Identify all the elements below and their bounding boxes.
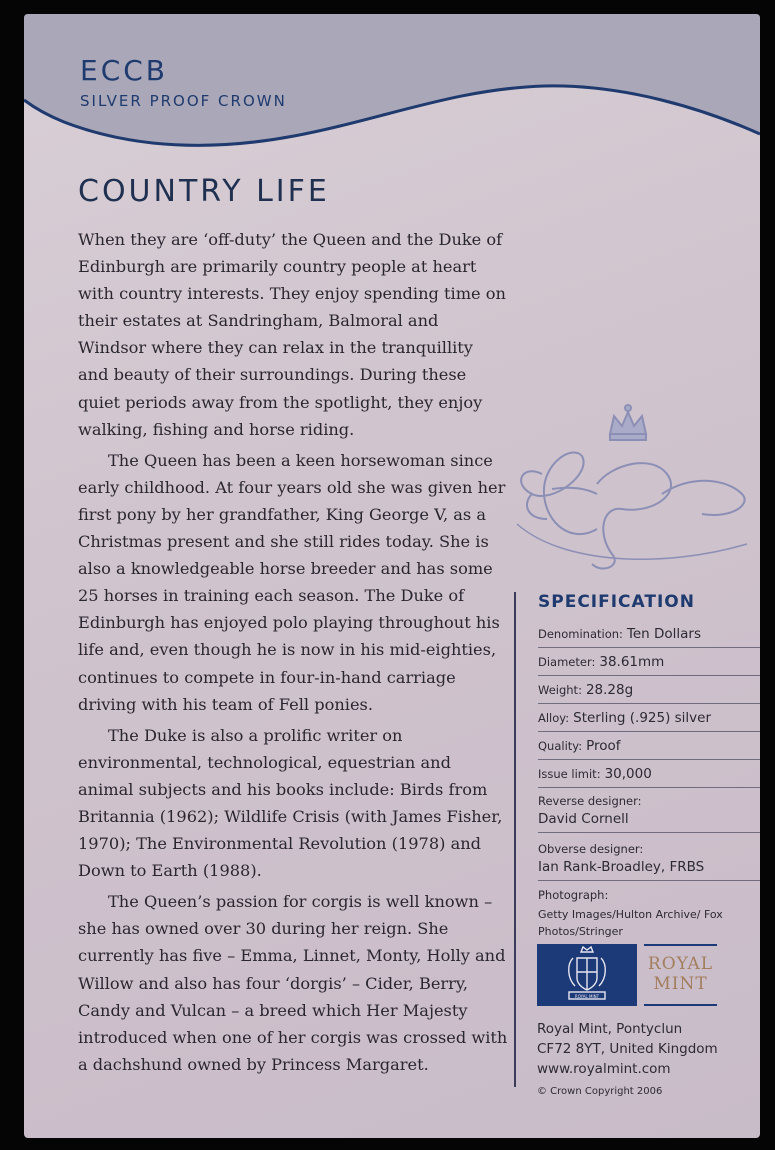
royal-mint-wordmark	[644, 944, 717, 1006]
spec-row-quality	[538, 732, 760, 760]
spec-row-alloy	[538, 704, 760, 732]
spec-label: Issue limit:	[538, 767, 601, 781]
spec-label: Alloy:	[538, 711, 570, 725]
royal-crest-icon	[537, 944, 637, 1006]
spec-value: Ten Dollars	[626, 626, 702, 642]
spec-value: Proof	[586, 738, 621, 754]
spec-label: Diameter:	[538, 655, 596, 669]
spec-label: Denomination:	[538, 627, 623, 641]
paragraph: The Queen’s passion for corgis is well known – she has owned over 30 during her reign. She currently has five – Emma, Linnet, Monty, Holly and Willow and also has four ‘dorgis’ – Cider, Berry, Candy and Vulcan – a breed which Her Majesty introduced when one of her corgis was crossed with a dachshund owned by Princess Margaret.	[78, 892, 508, 1074]
brand-name: ECCB	[80, 54, 169, 87]
website-link[interactable]: www.royalmint.com	[537, 1061, 671, 1077]
specification-panel	[514, 592, 760, 1087]
article-title: COUNTRY LIFE	[78, 174, 330, 209]
royal-monogram-icon	[502, 394, 752, 584]
spec-label: Photograph:	[538, 888, 609, 902]
paragraph: The Queen has been a keen horsewoman since early childhood. At four years old she was given her first pony by her grandfather, King George V, as a Christmas present and she still rides today. She is also a knowledgeable horse breeder and has some 25 horses in training each season. The Duke of Edinburgh has enjoyed polo playing throughout his life and, even though he is now in his mid-eighties, continues to compete in four-in-hand carriage driving with his team of Fell ponies.	[78, 450, 506, 714]
spec-row-denomination	[538, 620, 760, 648]
spec-value: Getty Images/Hulton Archive/ Fox Photos/Stringer	[538, 908, 723, 938]
royal-mint-badge-text: ROYAL MINT	[574, 994, 600, 999]
spec-label: Obverse designer:	[538, 842, 644, 856]
specification-title: SPECIFICATION	[538, 592, 695, 612]
spec-value: 28.28g	[585, 682, 634, 698]
spec-row-issue-limit	[538, 760, 760, 788]
spec-value: David Cornell	[538, 811, 629, 827]
address-line: CF72 8YT, United Kingdom	[537, 1041, 718, 1057]
spec-label: Quality:	[538, 739, 583, 753]
spec-row-weight	[538, 676, 760, 704]
brand-subtitle: SILVER PROOF CROWN	[80, 92, 287, 110]
spec-value: Ian Rank-Broadley, FRBS	[538, 859, 705, 875]
logo-line-2: MINT	[653, 974, 708, 994]
article-body	[78, 226, 508, 1078]
royal-mint-emblem	[537, 944, 637, 1006]
spec-row-obverse-designer	[538, 833, 760, 881]
royal-mint-logo	[537, 944, 717, 1006]
spec-value: Sterling (.925) silver	[573, 710, 712, 726]
spec-row-diameter	[538, 648, 760, 676]
copyright-notice: © Crown Copyright 2006	[537, 1086, 663, 1097]
address-line: Royal Mint, Pontyclun	[537, 1021, 683, 1037]
brand-header	[80, 56, 287, 110]
logo-line-1: ROYAL	[647, 954, 714, 974]
spec-value: 38.61mm	[599, 654, 665, 670]
spec-label: Weight:	[538, 683, 582, 697]
spec-label: Reverse designer:	[538, 794, 642, 808]
info-card	[24, 14, 760, 1138]
paragraph: The Duke is also a prolific writer on environmental, technological, equestrian and animal subjects and his books include: Birds from Britannia (1962); Wildlife Crisis (with James Fisher, 1970); The Environmental Revolution (1978) and Down to Earth (1988).	[78, 725, 503, 881]
spec-value: 30,000	[604, 766, 652, 782]
spec-photograph	[538, 881, 760, 940]
spec-row-reverse-designer	[538, 788, 760, 833]
paragraph: When they are ‘off-duty’ the Queen and the Duke of Edinburgh are primarily country people at heart with country interests. They enjoy spending time on their estates at Sandringham, Balmoral and Windsor where they can relax in the tranquillity and beauty of their surroundings. During these quiet periods away from the spotlight, they enjoy walking, fishing and horse riding.	[78, 230, 506, 439]
address-block	[537, 1019, 757, 1079]
